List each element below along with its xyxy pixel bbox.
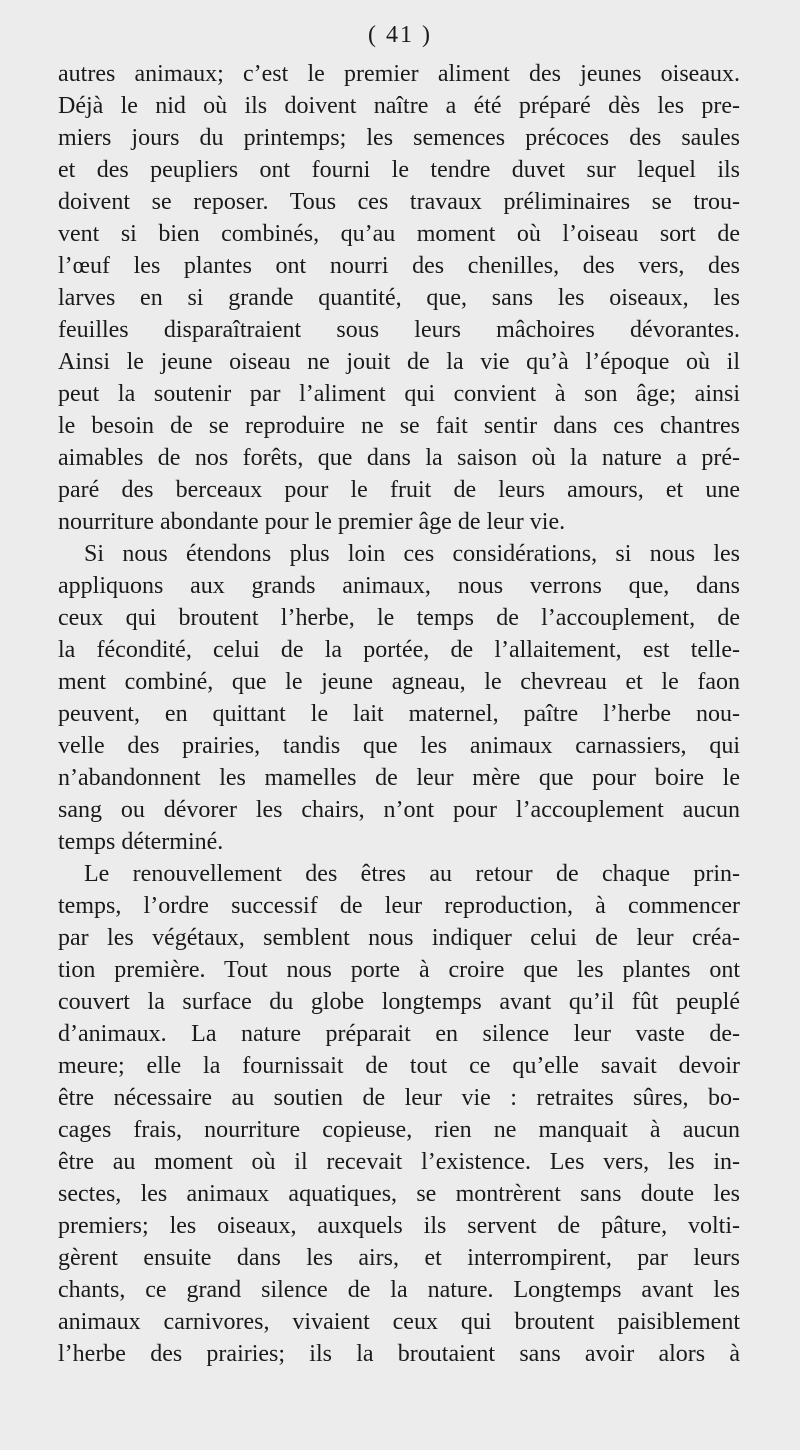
text-line: sectes, les animaux aquatiques, se montrèrent sans doute les <box>58 1181 740 1207</box>
text-line: premiers; les oiseaux, auxquels ils servent de pâture, volti- <box>58 1213 740 1239</box>
text-line: doivent se reposer. Tous ces travaux préliminaires se trou- <box>58 189 740 215</box>
text-line: aimables de nos forêts, que dans la saison où la nature a pré- <box>58 445 740 471</box>
text-line: animaux carnivores, vivaient ceux qui broutent paisiblement <box>58 1309 740 1335</box>
text-line: couvert la surface du globe longtemps avant qu’il fût peuplé <box>58 989 740 1015</box>
text-line: feuilles disparaîtraient sous leurs mâchoires dévorantes. <box>58 317 740 343</box>
text-line: ment combiné, que le jeune agneau, le chevreau et le faon <box>58 669 740 695</box>
text-line: meure; elle la fournissait de tout ce qu’elle savait devoir <box>58 1053 740 1079</box>
text-line: temps déterminé. <box>58 829 224 855</box>
text-line: Si nous étendons plus loin ces considérations, si nous les <box>84 541 740 567</box>
text-line: n’abandonnent les mamelles de leur mère que pour boire le <box>58 765 740 791</box>
text-line: l’herbe des prairies; ils la broutaient sans avoir alors à <box>58 1341 740 1367</box>
text-line: larves en si grande quantité, que, sans les oiseaux, les <box>58 285 740 311</box>
text-line: miers jours du printemps; les semences précoces des saules <box>58 125 740 151</box>
text-line: nourriture abondante pour le premier âge de leur vie. <box>58 509 566 535</box>
page-number: ( 41 ) <box>368 22 432 48</box>
text-line: cages frais, nourriture copieuse, rien ne manquait à aucun <box>58 1117 740 1143</box>
body-text <box>58 58 740 1370</box>
text-line: paré des berceaux pour le fruit de leurs amours, et une <box>58 477 740 503</box>
text-line: appliquons aux grands animaux, nous verrons que, dans <box>58 573 740 599</box>
text-line: autres animaux; c’est le premier aliment des jeunes oiseaux. <box>58 61 740 87</box>
text-line: gèrent ensuite dans les airs, et interrompirent, par leurs <box>58 1245 740 1271</box>
text-line: sang ou dévorer les chairs, n’ont pour l’accouplement aucun <box>58 797 740 823</box>
text-line: la fécondité, celui de la portée, de l’allaitement, est telle- <box>58 637 740 663</box>
text-line: être au moment où il recevait l’existence. Les vers, les in- <box>58 1149 740 1175</box>
text-line: Déjà le nid où ils doivent naître a été préparé dès les pre- <box>58 93 740 119</box>
text-line: vent si bien combinés, qu’au moment où l’oiseau sort de <box>58 221 740 247</box>
text-line: le besoin de se reproduire ne se fait sentir dans ces chantres <box>58 413 740 439</box>
text-line: tion première. Tout nous porte à croire que les plantes ont <box>58 957 740 983</box>
text-line: l’œuf les plantes ont nourri des chenilles, des vers, des <box>58 253 740 279</box>
text-line: et des peupliers ont fourni le tendre duvet sur lequel ils <box>58 157 740 183</box>
text-line: peut la soutenir par l’aliment qui convient à son âge; ainsi <box>58 381 740 407</box>
text-line: temps, l’ordre successif de leur reproduction, à commencer <box>58 893 740 919</box>
text-line: chants, ce grand silence de la nature. Longtemps avant les <box>58 1277 740 1303</box>
text-line: être nécessaire au soutien de leur vie : retraites sûres, bo- <box>58 1085 740 1111</box>
text-line: Le renouvellement des êtres au retour de chaque prin- <box>84 861 740 887</box>
text-line: Ainsi le jeune oiseau ne jouit de la vie qu’à l’époque où il <box>58 349 740 375</box>
text-line: d’animaux. La nature préparait en silence leur vaste de- <box>58 1021 740 1047</box>
text-line: ceux qui broutent l’herbe, le temps de l’accouplement, de <box>58 605 740 631</box>
text-line: par les végétaux, semblent nous indiquer celui de leur créa- <box>58 925 740 951</box>
text-line: peuvent, en quittant le lait maternel, paître l’herbe nou- <box>58 701 740 727</box>
text-line: velle des prairies, tandis que les animaux carnassiers, qui <box>58 733 740 759</box>
